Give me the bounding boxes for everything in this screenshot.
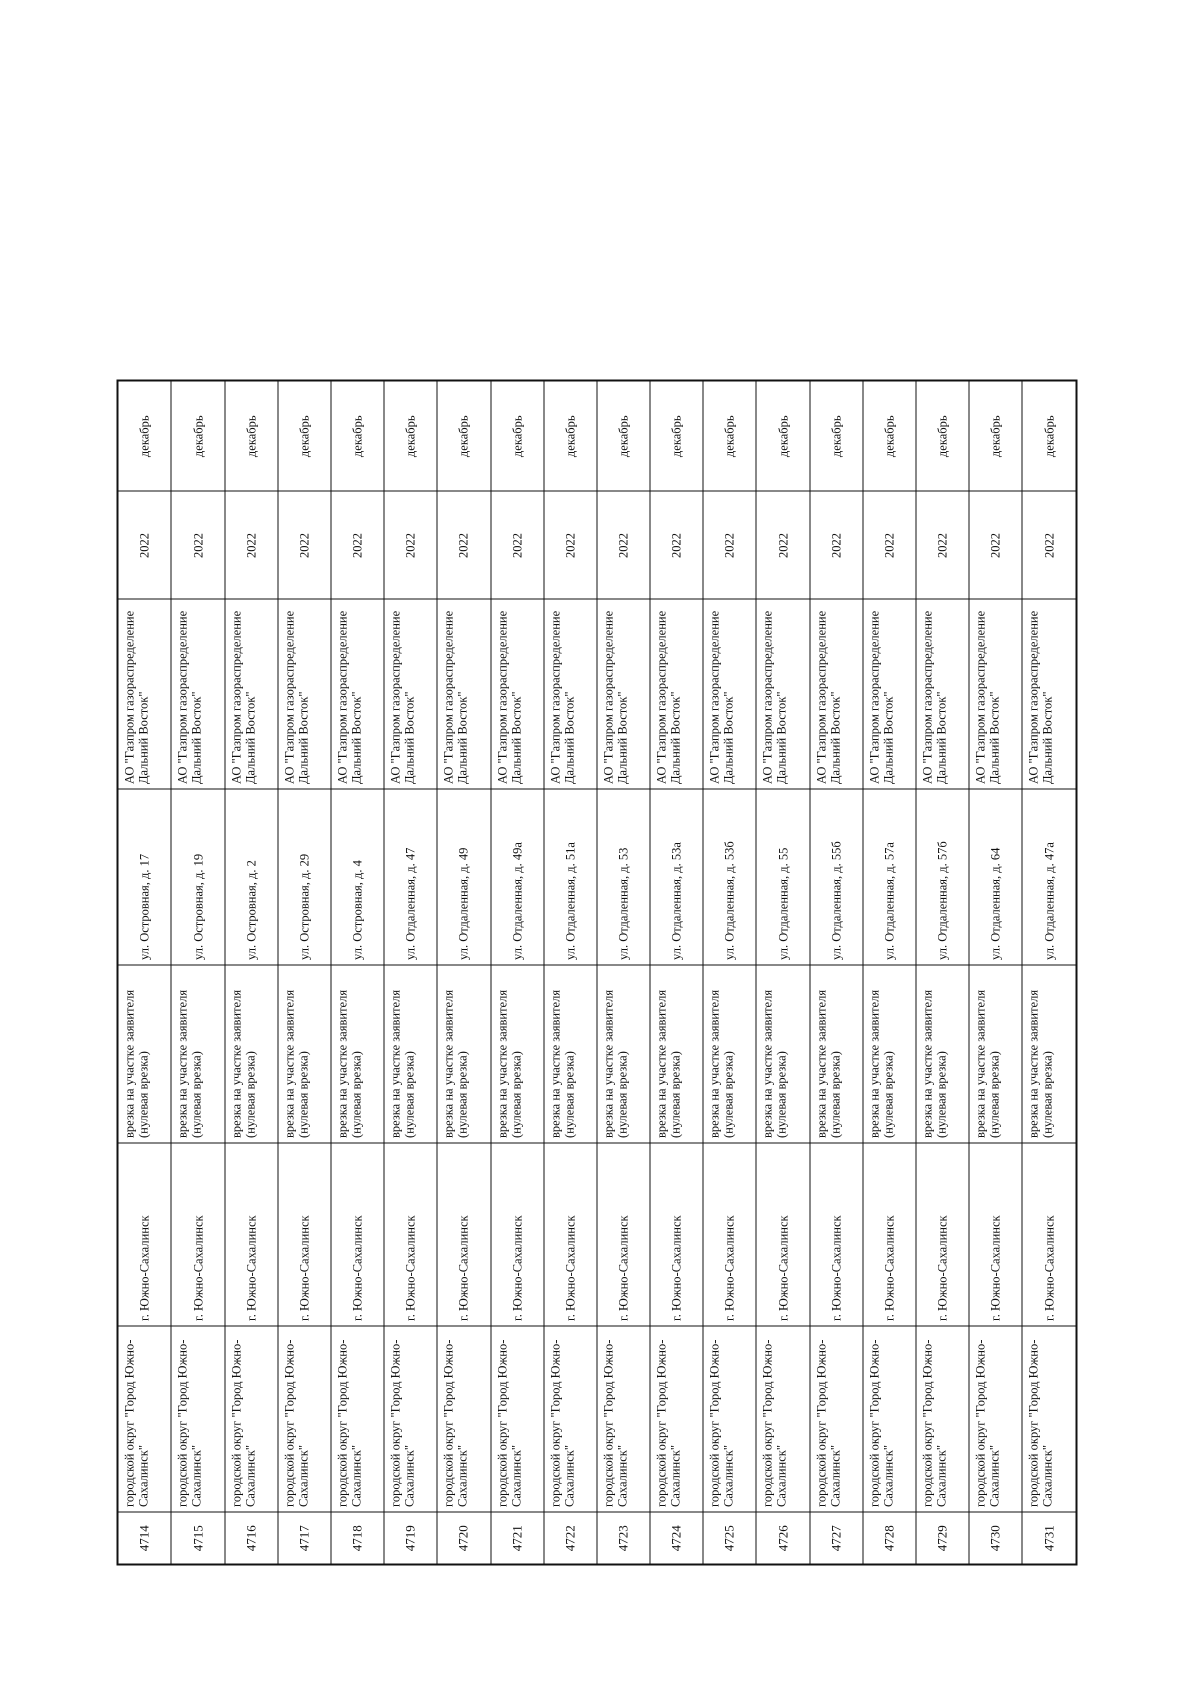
row-number: 4721	[490, 1512, 543, 1564]
row-number: 4722	[543, 1512, 596, 1564]
address-cell: ул. Отдаленная, д. 53	[596, 789, 649, 965]
locality-cell: г. Южно-Сахалинск	[490, 1143, 543, 1326]
table-row	[171, 380, 224, 1564]
address-cell: ул. Отдаленная, д. 55б	[809, 789, 862, 965]
organization-cell: АО "Газпром газораспределение Дальний Восток"	[809, 599, 862, 789]
municipality-cell: городской округ "Город Южно-Сахалинск"	[224, 1326, 277, 1512]
connection-type-cell: врезка на участке заявителя (нулевая врезка)	[330, 965, 383, 1143]
month-cell: декабрь	[596, 380, 649, 491]
year-cell: 2022	[490, 491, 543, 599]
address-cell: ул. Отдаленная, д. 55	[756, 789, 809, 965]
organization-cell: АО "Газпром газораспределение Дальний Восток"	[330, 599, 383, 789]
month-cell: декабрь	[809, 380, 862, 491]
organization-cell: АО "Газпром газораспределение Дальний Восток"	[596, 599, 649, 789]
gasification-schedule-table	[116, 379, 1077, 1565]
organization-cell: АО "Газпром газораспределение Дальний Восток"	[437, 599, 490, 789]
row-number: 4719	[384, 1512, 437, 1564]
table-row	[543, 380, 596, 1564]
connection-type-cell: врезка на участке заявителя (нулевая врезка)	[1022, 965, 1076, 1143]
row-number: 4716	[224, 1512, 277, 1564]
municipality-cell: городской округ "Город Южно-Сахалинск"	[862, 1326, 915, 1512]
month-cell: декабрь	[703, 380, 756, 491]
table-row	[224, 380, 277, 1564]
year-cell: 2022	[543, 491, 596, 599]
connection-type-cell: врезка на участке заявителя (нулевая врезка)	[277, 965, 330, 1143]
address-cell: ул. Островная, д. 19	[171, 789, 224, 965]
year-cell: 2022	[437, 491, 490, 599]
organization-cell: АО "Газпром газораспределение Дальний Восток"	[969, 599, 1022, 789]
row-number: 4714	[117, 1512, 171, 1564]
rotated-table-container	[116, 381, 1077, 1565]
month-cell: декабрь	[862, 380, 915, 491]
month-cell: декабрь	[969, 380, 1022, 491]
address-cell: ул. Отдаленная, д. 47а	[1022, 789, 1076, 965]
locality-cell: г. Южно-Сахалинск	[756, 1143, 809, 1326]
month-cell: декабрь	[384, 380, 437, 491]
table-row	[330, 380, 383, 1564]
month-cell: декабрь	[277, 380, 330, 491]
row-number: 4723	[596, 1512, 649, 1564]
locality-cell: г. Южно-Сахалинск	[543, 1143, 596, 1326]
municipality-cell: городской округ "Город Южно-Сахалинск"	[277, 1326, 330, 1512]
locality-cell: г. Южно-Сахалинск	[437, 1143, 490, 1326]
locality-cell: г. Южно-Сахалинск	[224, 1143, 277, 1326]
connection-type-cell: врезка на участке заявителя (нулевая врезка)	[809, 965, 862, 1143]
organization-cell: АО "Газпром газораспределение Дальний Восток"	[650, 599, 703, 789]
connection-type-cell: врезка на участке заявителя (нулевая врезка)	[490, 965, 543, 1143]
organization-cell: АО "Газпром газораспределение Дальний Восток"	[703, 599, 756, 789]
municipality-cell: городской округ "Город Южно-Сахалинск"	[543, 1326, 596, 1512]
connection-type-cell: врезка на участке заявителя (нулевая врезка)	[224, 965, 277, 1143]
municipality-cell: городской округ "Город Южно-Сахалинск"	[1022, 1326, 1076, 1512]
connection-type-cell: врезка на участке заявителя (нулевая врезка)	[703, 965, 756, 1143]
municipality-cell: городской округ "Город Южно-Сахалинск"	[596, 1326, 649, 1512]
locality-cell: г. Южно-Сахалинск	[117, 1143, 171, 1326]
table-row	[862, 380, 915, 1564]
organization-cell: АО "Газпром газораспределение Дальний Восток"	[862, 599, 915, 789]
connection-type-cell: врезка на участке заявителя (нулевая врезка)	[650, 965, 703, 1143]
row-number: 4729	[916, 1512, 969, 1564]
year-cell: 2022	[224, 491, 277, 599]
row-number: 4720	[437, 1512, 490, 1564]
table-row	[1022, 380, 1076, 1564]
table-row	[969, 380, 1022, 1564]
table-row	[756, 380, 809, 1564]
address-cell: ул. Отдаленная, д. 53а	[650, 789, 703, 965]
row-number: 4725	[703, 1512, 756, 1564]
address-cell: ул. Отдаленная, д. 47	[384, 789, 437, 965]
municipality-cell: городской округ "Город Южно-Сахалинск"	[703, 1326, 756, 1512]
municipality-cell: городской округ "Город Южно-Сахалинск"	[330, 1326, 383, 1512]
connection-type-cell: врезка на участке заявителя (нулевая врезка)	[862, 965, 915, 1143]
table-row	[384, 380, 437, 1564]
row-number: 4731	[1022, 1512, 1076, 1564]
address-cell: ул. Отдаленная, д. 51а	[543, 789, 596, 965]
address-cell: ул. Отдаленная, д. 53б	[703, 789, 756, 965]
organization-cell: АО "Газпром газораспределение Дальний Восток"	[117, 599, 171, 789]
locality-cell: г. Южно-Сахалинск	[916, 1143, 969, 1326]
organization-cell: АО "Газпром газораспределение Дальний Восток"	[384, 599, 437, 789]
row-number: 4715	[171, 1512, 224, 1564]
table-row	[490, 380, 543, 1564]
table-body	[117, 380, 1076, 1564]
year-cell: 2022	[330, 491, 383, 599]
address-cell: ул. Отдаленная, д. 49	[437, 789, 490, 965]
year-cell: 2022	[384, 491, 437, 599]
locality-cell: г. Южно-Сахалинск	[969, 1143, 1022, 1326]
organization-cell: АО "Газпром газораспределение Дальний Восток"	[756, 599, 809, 789]
year-cell: 2022	[171, 491, 224, 599]
municipality-cell: городской округ "Город Южно-Сахалинск"	[916, 1326, 969, 1512]
table-row	[437, 380, 490, 1564]
connection-type-cell: врезка на участке заявителя (нулевая врезка)	[969, 965, 1022, 1143]
municipality-cell: городской округ "Город Южно-Сахалинск"	[809, 1326, 862, 1512]
organization-cell: АО "Газпром газораспределение Дальний Восток"	[277, 599, 330, 789]
connection-type-cell: врезка на участке заявителя (нулевая врезка)	[437, 965, 490, 1143]
municipality-cell: городской округ "Город Южно-Сахалинск"	[756, 1326, 809, 1512]
year-cell: 2022	[650, 491, 703, 599]
connection-type-cell: врезка на участке заявителя (нулевая врезка)	[596, 965, 649, 1143]
year-cell: 2022	[916, 491, 969, 599]
year-cell: 2022	[596, 491, 649, 599]
month-cell: декабрь	[224, 380, 277, 491]
locality-cell: г. Южно-Сахалинск	[1022, 1143, 1076, 1326]
organization-cell: АО "Газпром газораспределение Дальний Восток"	[543, 599, 596, 789]
row-number: 4724	[650, 1512, 703, 1564]
table-row	[916, 380, 969, 1564]
locality-cell: г. Южно-Сахалинск	[596, 1143, 649, 1326]
month-cell: декабрь	[171, 380, 224, 491]
address-cell: ул. Отдаленная, д. 64	[969, 789, 1022, 965]
month-cell: декабрь	[330, 380, 383, 491]
address-cell: ул. Отдаленная, д. 57а	[862, 789, 915, 965]
organization-cell: АО "Газпром газораспределение Дальний Восток"	[1022, 599, 1076, 789]
month-cell: декабрь	[650, 380, 703, 491]
connection-type-cell: врезка на участке заявителя (нулевая врезка)	[117, 965, 171, 1143]
locality-cell: г. Южно-Сахалинск	[171, 1143, 224, 1326]
organization-cell: АО "Газпром газораспределение Дальний Восток"	[224, 599, 277, 789]
month-cell: декабрь	[437, 380, 490, 491]
month-cell: декабрь	[117, 380, 171, 491]
address-cell: ул. Отдаленная, д. 57б	[916, 789, 969, 965]
locality-cell: г. Южно-Сахалинск	[809, 1143, 862, 1326]
address-cell: ул. Островная, д. 29	[277, 789, 330, 965]
year-cell: 2022	[1022, 491, 1076, 599]
address-cell: ул. Островная, д. 4	[330, 789, 383, 965]
row-number: 4730	[969, 1512, 1022, 1564]
table-row	[596, 380, 649, 1564]
year-cell: 2022	[117, 491, 171, 599]
year-cell: 2022	[756, 491, 809, 599]
municipality-cell: городской округ "Город Южно-Сахалинск"	[117, 1326, 171, 1512]
address-cell: ул. Островная, д. 17	[117, 789, 171, 965]
table-row	[117, 380, 171, 1564]
municipality-cell: городской округ "Город Южно-Сахалинск"	[969, 1326, 1022, 1512]
organization-cell: АО "Газпром газораспределение Дальний Восток"	[490, 599, 543, 789]
locality-cell: г. Южно-Сахалинск	[650, 1143, 703, 1326]
address-cell: ул. Островная, д. 2	[224, 789, 277, 965]
connection-type-cell: врезка на участке заявителя (нулевая врезка)	[171, 965, 224, 1143]
year-cell: 2022	[969, 491, 1022, 599]
municipality-cell: городской округ "Город Южно-Сахалинск"	[384, 1326, 437, 1512]
month-cell: декабрь	[490, 380, 543, 491]
year-cell: 2022	[862, 491, 915, 599]
month-cell: декабрь	[543, 380, 596, 491]
row-number: 4727	[809, 1512, 862, 1564]
row-number: 4726	[756, 1512, 809, 1564]
locality-cell: г. Южно-Сахалинск	[703, 1143, 756, 1326]
organization-cell: АО "Газпром газораспределение Дальний Восток"	[916, 599, 969, 789]
municipality-cell: городской округ "Город Южно-Сахалинск"	[171, 1326, 224, 1512]
connection-type-cell: врезка на участке заявителя (нулевая врезка)	[756, 965, 809, 1143]
table-row	[277, 380, 330, 1564]
municipality-cell: городской округ "Город Южно-Сахалинск"	[490, 1326, 543, 1512]
month-cell: декабрь	[916, 380, 969, 491]
locality-cell: г. Южно-Сахалинск	[277, 1143, 330, 1326]
municipality-cell: городской округ "Город Южно-Сахалинск"	[650, 1326, 703, 1512]
address-cell: ул. Отдаленная, д. 49а	[490, 789, 543, 965]
year-cell: 2022	[703, 491, 756, 599]
year-cell: 2022	[277, 491, 330, 599]
row-number: 4717	[277, 1512, 330, 1564]
year-cell: 2022	[809, 491, 862, 599]
table-row	[703, 380, 756, 1564]
month-cell: декабрь	[756, 380, 809, 491]
locality-cell: г. Южно-Сахалинск	[862, 1143, 915, 1326]
row-number: 4718	[330, 1512, 383, 1564]
month-cell: декабрь	[1022, 380, 1076, 491]
table-row	[809, 380, 862, 1564]
table-row	[650, 380, 703, 1564]
connection-type-cell: врезка на участке заявителя (нулевая врезка)	[384, 965, 437, 1143]
municipality-cell: городской округ "Город Южно-Сахалинск"	[437, 1326, 490, 1512]
row-number: 4728	[862, 1512, 915, 1564]
connection-type-cell: врезка на участке заявителя (нулевая врезка)	[916, 965, 969, 1143]
locality-cell: г. Южно-Сахалинск	[384, 1143, 437, 1326]
organization-cell: АО "Газпром газораспределение Дальний Восток"	[171, 599, 224, 789]
connection-type-cell: врезка на участке заявителя (нулевая врезка)	[543, 965, 596, 1143]
locality-cell: г. Южно-Сахалинск	[330, 1143, 383, 1326]
